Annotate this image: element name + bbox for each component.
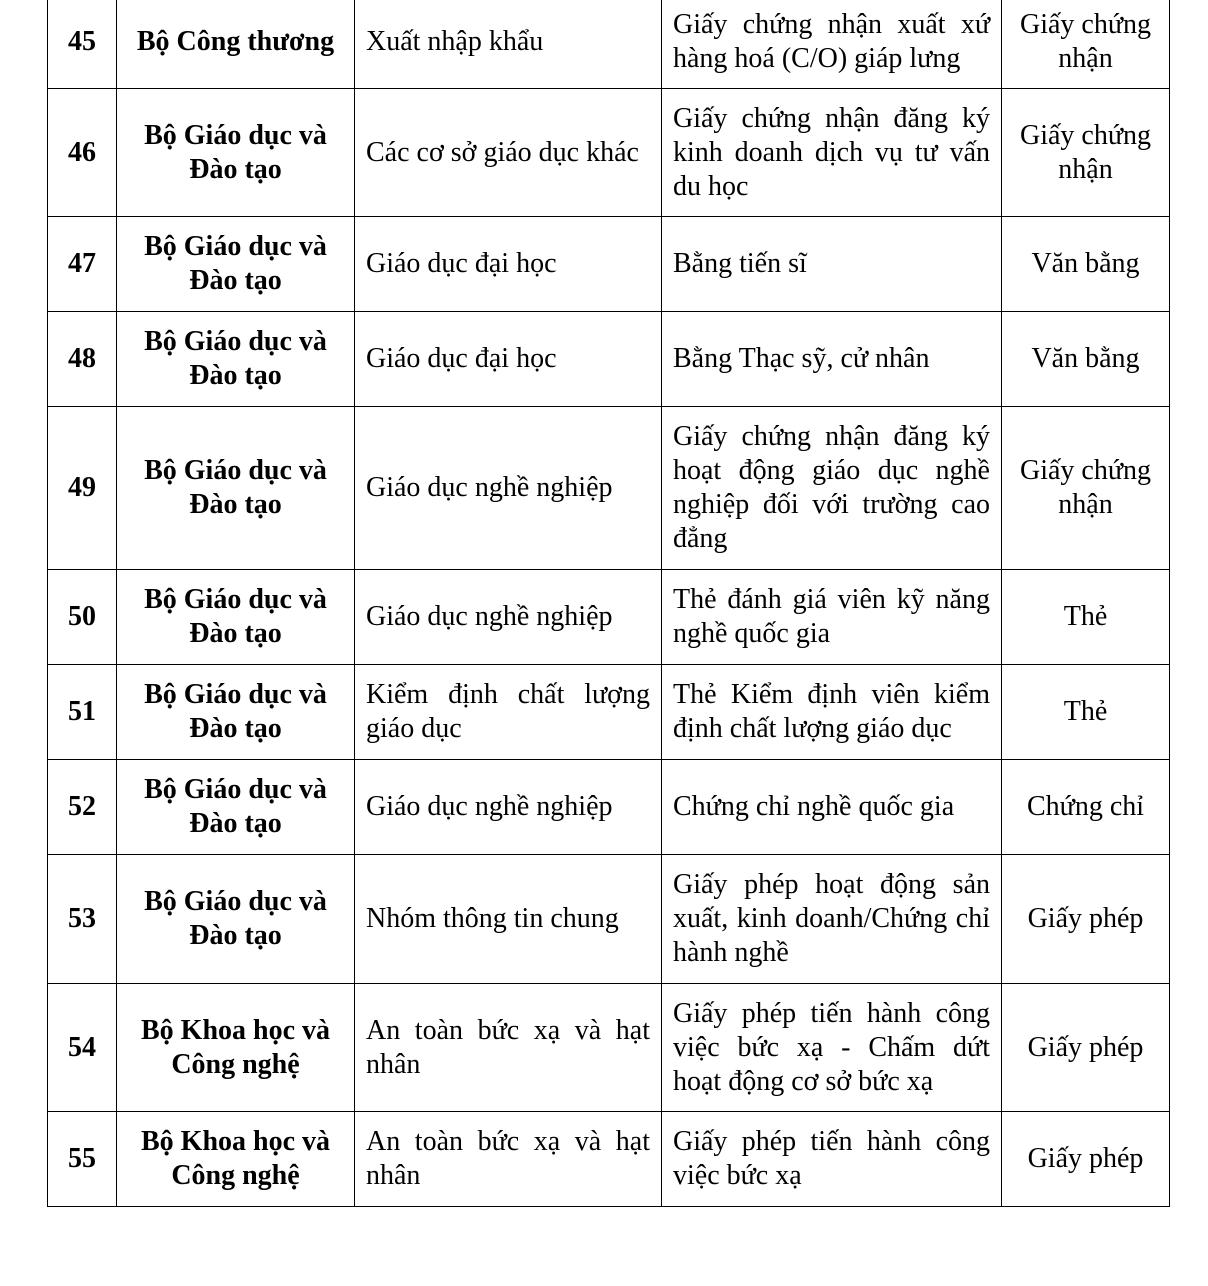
document-type: Giấy phép [1002,855,1170,984]
row-number: 54 [48,984,117,1112]
document-name: Giấy chứng nhận xuất xứ hàng hoá (C/O) giáp lưng [662,0,1002,89]
row-number: 53 [48,855,117,984]
document-name: Giấy phép hoạt động sản xuất, kinh doanh/Chứng chỉ hành nghề [662,855,1002,984]
document-name: Giấy phép tiến hành công việc bức xạ [662,1112,1002,1207]
table-row [48,570,1170,665]
document-table [47,0,1170,1207]
document-type: Văn bằng [1002,217,1170,312]
document-name: Bằng tiến sĩ [662,217,1002,312]
ministry-name: Bộ Giáo dục và Đào tạo [117,665,355,760]
document-name: Giấy chứng nhận đăng ký kinh doanh dịch vụ tư vấn du học [662,89,1002,217]
ministry-name: Bộ Giáo dục và Đào tạo [117,570,355,665]
document-name: Bằng Thạc sỹ, cử nhân [662,312,1002,407]
document-type: Giấy chứng nhận [1002,0,1170,89]
document-type: Giấy phép [1002,1112,1170,1207]
row-number: 52 [48,760,117,855]
document-name: Giấy phép tiến hành công việc bức xạ - Chấm dứt hoạt động cơ sở bức xạ [662,984,1002,1112]
document-name: Thẻ đánh giá viên kỹ năng nghề quốc gia [662,570,1002,665]
table-row [48,760,1170,855]
ministry-name: Bộ Khoa học và Công nghệ [117,984,355,1112]
document-type: Thẻ [1002,665,1170,760]
ministry-name: Bộ Giáo dục và Đào tạo [117,89,355,217]
field-name: Xuất nhập khẩu [355,0,662,89]
document-name: Chứng chỉ nghề quốc gia [662,760,1002,855]
ministry-name: Bộ Giáo dục và Đào tạo [117,855,355,984]
ministry-name: Bộ Công thương [117,0,355,89]
field-name: Các cơ sở giáo dục khác [355,89,662,217]
field-name: Giáo dục nghề nghiệp [355,407,662,570]
document-type: Thẻ [1002,570,1170,665]
document-type: Giấy chứng nhận [1002,89,1170,217]
field-name: Giáo dục nghề nghiệp [355,760,662,855]
document-name: Thẻ Kiểm định viên kiểm định chất lượng giáo dục [662,665,1002,760]
row-number: 45 [48,0,117,89]
ministry-name: Bộ Khoa học và Công nghệ [117,1112,355,1207]
ministry-name: Bộ Giáo dục và Đào tạo [117,312,355,407]
field-name: An toàn bức xạ và hạt nhân [355,1112,662,1207]
row-number: 48 [48,312,117,407]
field-name: An toàn bức xạ và hạt nhân [355,984,662,1112]
table-row [48,407,1170,570]
table-row [48,217,1170,312]
ministry-name: Bộ Giáo dục và Đào tạo [117,217,355,312]
table-row [48,89,1170,217]
document-type: Giấy chứng nhận [1002,407,1170,570]
table-row [48,0,1170,89]
row-number: 49 [48,407,117,570]
row-number: 51 [48,665,117,760]
field-name: Kiểm định chất lượng giáo dục [355,665,662,760]
field-name: Giáo dục nghề nghiệp [355,570,662,665]
row-number: 55 [48,1112,117,1207]
row-number: 46 [48,89,117,217]
field-name: Giáo dục đại học [355,217,662,312]
document-type: Giấy phép [1002,984,1170,1112]
row-number: 50 [48,570,117,665]
table-row [48,312,1170,407]
table-row [48,1112,1170,1207]
ministry-name: Bộ Giáo dục và Đào tạo [117,760,355,855]
document-type: Văn bằng [1002,312,1170,407]
table-row [48,984,1170,1112]
field-name: Nhóm thông tin chung [355,855,662,984]
document-type: Chứng chỉ [1002,760,1170,855]
field-name: Giáo dục đại học [355,312,662,407]
table-row [48,665,1170,760]
row-number: 47 [48,217,117,312]
ministry-name: Bộ Giáo dục và Đào tạo [117,407,355,570]
document-name: Giấy chứng nhận đăng ký hoạt động giáo dục nghề nghiệp đối với trường cao đẳng [662,407,1002,570]
table-row [48,855,1170,984]
